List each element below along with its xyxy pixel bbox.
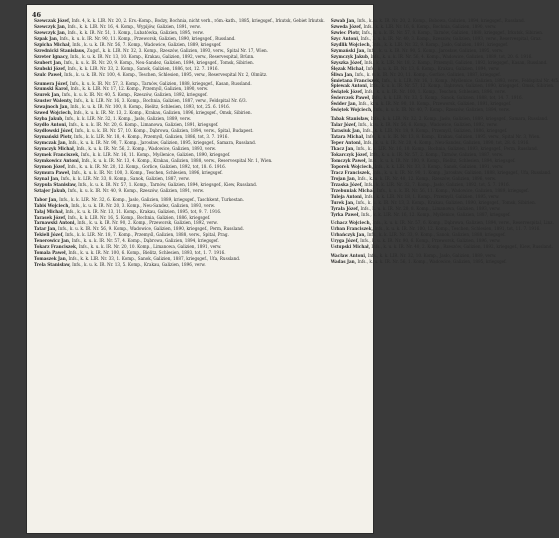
list-item	[34, 72, 325, 78]
entry-name: Szewczyk Jan,	[34, 29, 67, 35]
entry-name: Urbańczyk Jan,	[330, 232, 366, 238]
entry-details: Infs., k. u. k. IR. Nr. 90, 10. Komp., Przeworsk, Galizien, 1891, kriegsgef.	[358, 101, 512, 107]
entry-name: Szumera Józef,	[34, 80, 69, 86]
entry-details: Infs., k. k. LIR. Nr. 18, 4. Komp., Przemyśl, Galizien, 1886, tot, 3. 7. 1916.	[74, 134, 229, 140]
entry-details: Infs., k. k. LIR. Nr. 18, 1. Komp., Przemyśl, Galizien, 1895, verw.	[364, 193, 500, 199]
entry-details: Infs., k. k. IR. Nr. 51, 1. Komp., Lubatówka, Galizien, 1895, verw.	[67, 29, 204, 35]
list-item	[331, 107, 559, 113]
entry-name: Szreter Ignacy,	[34, 53, 69, 59]
entry-name: Szwiec Piotr,	[330, 29, 361, 35]
entry-details: Infs., k. k. LIR. Nr. 16, 11. Komp., Myślenice, Galizien, 1890, kriegsgef.	[80, 151, 231, 157]
entry-name: Szyba Jakub,	[34, 116, 64, 122]
entry-name: Szwajnoch Jan,	[34, 104, 69, 110]
entry-name: Tabak Stanisław,	[330, 116, 370, 122]
entry-details: Infs., k. u. k. IR. Nr. 56, 9. Komp., Wadowice, Galizien, 1890, kriegsgef., Perm, Russland.	[58, 226, 244, 232]
entry-name: Tyrała Józef,	[330, 205, 360, 211]
entry-details: Infs., k. k. LIR. Nr. 33, 2. Komp., Sanok, Galizien, 1886, tot, 12. 7. 1916.	[67, 65, 219, 71]
entry-name: Szyc Antoni,	[330, 35, 360, 41]
entry-details: Infs., k. u. k. IR. Nr. 20, 4. Komp., Neu-Sandez, Galizien, 1890, tot, 28. 6. 1916.	[363, 140, 530, 146]
entry-details: Infs., k. u. k. IR. Nr. 20, 9. Komp., Neu-Sandez, Galizien, 1894, kriegsgef., Tomsk, Sibirien.	[63, 59, 255, 65]
entry-name: Trojan Jan,	[330, 175, 357, 181]
entry-name: Szrednicki Stanislaus,	[34, 47, 86, 53]
entry-details: Infs., k. u. k. IR. Nr. 40, 12. Komp., Rzeszów, Galizien, 1896, verw.	[357, 175, 497, 181]
entry-details: Infs., k. u. k. IR. Nr. 100, 12. Komp., Teschen, Schlesien, 1891, tot, 11. 7. 1916.	[374, 226, 541, 232]
entry-name: Szweda Józef,	[330, 23, 363, 29]
entry-details: Infs., k. u. k. IR. Nr. 20, 10. Komp., Limanowa, Galizien, 1891, verw.	[78, 244, 222, 250]
entry-details: Infs., k. u. k. IR. Nr. 56, 6. Komp., Wadowice, Galizien, 1892, verw.	[358, 122, 498, 128]
entry-details: Infs., k. k. LIR. Nr. 32, 10. Komp., Jasło, Galizien, 1889, verw.	[367, 253, 497, 259]
entry-name: Trzaska Józef,	[330, 181, 363, 187]
entry-name: Szymek Franciszek,	[34, 151, 80, 157]
entry-details: Infs., k. u. k. IR. Nr. 57, 12. Komp., Dąbrowa, Galizien, 1890, kriegsgef., Omsk, Sibirien.	[369, 83, 555, 89]
entry-name: Świder Jan,	[330, 101, 358, 107]
entry-name: Uchacz Wojciech,	[330, 220, 372, 226]
entry-details: Infs., k. u. k. IR. Nr. 40, 9. Komp., Rzeszów, Galizien, 1891, verw.	[67, 187, 204, 193]
entry-details: Infs., k. u. k. IR. Nr. 56, 7. Komp., Wadowice, Galizien, 1889, kriegsgef.	[72, 41, 222, 47]
entry-name: Tenerowicz Jan,	[34, 238, 71, 244]
entry-name: Szubert Jan,	[34, 59, 63, 65]
left-column	[34, 18, 325, 526]
entry-details: Infs., k. u. k. IR. Nr. 90, 5. Komp., Jarosław, Galizien, 1895, verw.	[367, 47, 504, 53]
entry-name: Szydłowski Józef,	[34, 128, 74, 134]
entry-details: Infs., k. u. k. IR. Nr. 20, 11. Komp., Gorlice, Galizien, 1887, kriegsgef.	[354, 71, 501, 77]
entry-name: Tkacz Jan,	[330, 146, 355, 152]
entry-name: Tekieli Józef,	[34, 232, 64, 238]
entry-name: Szydło Antoni,	[34, 122, 68, 128]
entry-name: Toporek Wojciech,	[330, 163, 374, 169]
entry-name: Tomczyk Paweł,	[330, 157, 367, 163]
entry-details: Infs., k. u. k. IR. Nr. 100, 8. Komp., Bielitz, Schlesien, 1893, tot, 25. 6. 1916.	[70, 104, 231, 110]
entry-name: Szynal Jan,	[34, 175, 60, 181]
list-item	[34, 262, 325, 268]
entry-name: Szpak Jan,	[34, 35, 59, 41]
entry-name: Szewczak Józef,	[34, 18, 71, 23]
entry-details: Infs., k. u. k. IR. Nr. 100, 3. Komp., Teschen, Schlesien, 1896, kriegsgef.	[71, 169, 223, 175]
entry-name: Tokarz Franciszek,	[34, 244, 78, 250]
entry-name: Śmietana Franciszek,	[330, 77, 381, 83]
entry-details: Infs., k. u. k. IR. Nr. 57, 2. Komp., Tarnów, Galizien, 1887, verw.	[369, 151, 504, 157]
entry-name: Sztajer Jakub,	[34, 187, 67, 193]
entry-name: Szuster Walenty,	[34, 98, 73, 104]
entry-details: Infs., k. u. k. IR. Nr. 13, 5. Komp., Krakau, Galizien, 1896, verw.	[72, 262, 206, 268]
entry-name: Szymański Piotr,	[34, 134, 73, 140]
entry-details: Infs., k. u. k. IR. Nr. 100, 9. Komp., Bielitz, Schlesien, 1894, kriegsgef.	[368, 157, 516, 163]
list-item	[331, 212, 559, 218]
entry-name: Talar Józef,	[330, 122, 357, 128]
entry-details: Infs., k. k. LIR. Nr. 16, 1. Komp., Myślenice, Galizien, 1893, verw., Feldspital Nr. 4/5.	[381, 77, 559, 83]
entry-details: Infs., k. u. k. IR. Nr. 20, 2. Komp., Bobowa, Galizien, 1894, kriegsgef., Russland.	[357, 18, 525, 23]
entry-details: Infs., k. u. k. IR. Nr. 57, 8. Komp., Tarnów, Galizien, 1888, kriegsgef., Irkutsk, Sibirien.	[361, 29, 544, 35]
entry-name: Ustupski Michał,	[330, 244, 371, 250]
entry-details: Infs., k. u. k. IR. Nr. 20, 3. Komp., Neu-Sandez, Galizien, 1893, verw.	[71, 202, 216, 208]
entry-name: Tracz Franciszek,	[330, 169, 372, 175]
entry-name: Turek Jan,	[330, 199, 355, 205]
entry-name: Szumski Karol,	[34, 86, 70, 92]
entry-name: Szymczyk Michał,	[34, 146, 76, 152]
entry-details: Infs., k. u. k. IR. Nr. 40, 2. Komp., Rzeszów, Galizien, 1892, kriegsgef., Kiew, Russland.	[371, 244, 553, 250]
entry-name: Szymczak Jan,	[34, 140, 68, 146]
entry-details: Infs., k. k. LIR. Nr. 32, 1. Komp., Jasło, Galizien, 1889, verw.	[64, 116, 191, 122]
entry-name: Tokarczyk Józef,	[330, 151, 369, 157]
entry-details: Infs. 4, k. k. LIR. Nr. 20, 2. Ers.-Komp., Bodzy, Bochnia, nicht verh., röm.-kath., 1885, kriegsgef., Irkutsk, Gebiet Irkutsk.	[71, 18, 325, 23]
entry-details: Infs., k. k. LIR. Nr. 32, 7. Komp., Jasło, Galizien, 1892, tot, 5. 7. 1916.	[364, 181, 510, 187]
entry-name: Uryga Józef,	[330, 238, 359, 244]
entry-name: Tarasiuk Jan,	[330, 128, 362, 134]
entry-name: Szymkowicz Antoni,	[34, 157, 81, 163]
entry-name: Trela Stanisław,	[34, 262, 71, 268]
entry-details: Infs., k. k. LIR. Nr. 32, 9. Komp., Jasło, Galizien, 1891, kriegsgef.	[372, 41, 509, 47]
entry-details: Infs., k. u. k. IR. Nr. 56, 4. Komp., Wadowice, Galizien, 1889, tot, 20. 6. 1916.	[370, 53, 533, 59]
entry-details: Infs., k. u. k. IR. Nr. 57, 10. Komp., Dąbrowa, Galizien, 1894, verw., Spital, Budapest.	[74, 128, 254, 134]
entry-name: Śliwa Jan,	[330, 71, 354, 77]
entry-details: Infs., k. u. k. IR. Nr. 13, 6. Komp., Krakau, Galizien, 1894, verw.	[365, 65, 500, 71]
entry-name: Szypuła Stanisław,	[34, 181, 77, 187]
entry-name: Ślęzak Michał,	[330, 65, 365, 71]
list-item	[331, 244, 559, 250]
entry-name: Szewczyk Jan,	[34, 23, 67, 29]
columns	[34, 18, 559, 526]
entry-details: Infs., k. k. LIR. Nr. 33, 5. Komp., Sanok, Galizien, 1888, tot, 14. 7. 1916.	[371, 95, 523, 101]
entry-name: Szymański Jan,	[330, 47, 366, 53]
entry-name: Szulc Paweł,	[34, 71, 63, 77]
right-column	[331, 18, 559, 526]
entry-details: Infs., k. u. k. IR. Nr. 90, 7. Komp., Jarosław, Galizien, 1895, kriegsgef., Samara, Russland.	[68, 140, 257, 146]
entry-details: Infs., k. u. k. IR. Nr. 13, 3. Komp., Krakau, Galizien, 1890, kriegsgef., Tomsk, Sibirien.	[355, 199, 536, 205]
entry-name: Szubski Józef,	[34, 65, 67, 71]
entry-details: Infs., k. u. k. IR. Nr. 100, 4. Komp., Teschen, Schlesien, 1895, verw., Reservespital Nr. 2, Olmütz.	[64, 71, 268, 77]
entry-details: Infs., k. u. k. IR. Nr. 13, 8. Komp., Krakau, Galizien, 1895, verw., Spital Nr. 3, Wien.	[365, 134, 541, 140]
entry-details: Infs., k. u. k. IR. Nr. 20, 8. Komp., Limanowa, Galizien, 1893, verw.	[360, 205, 501, 211]
entry-details: Infs., k. u. k. IR. Nr. 13, 2. Komp., Krakau, Galizien, 1896, kriegsgef., Omsk, Sibirien.	[73, 110, 252, 116]
entry-name: Wadas Jan,	[330, 259, 357, 265]
entry-details: Infs., k. u. k. IR. Nr. 100, 6. Komp., Bielitz, Schlesien, 1893, tot, 1. 7. 1916.	[68, 250, 226, 256]
entry-details: Infs., k. u. k. IR. Nr. 90, 6. Komp., Przeworsk, Galizien, 1896, verw.	[360, 238, 501, 244]
entry-details: Infs., k. u. k. IR. Nr. 100, 1. Komp., Teschen, Schlesien, 1896, verw.	[364, 89, 506, 95]
entry-name: Wacław Antoni,	[330, 253, 367, 259]
entry-details: Infs., k. u. k. IR. Nr. 20, 6. Komp., Limanowa, Galizien, 1891, kriegsgef.	[68, 122, 219, 128]
list-item	[34, 188, 325, 194]
entry-details: Infs., k. u. k. IR. Nr. 13, 11. Komp., Krakau, Galizien, 1895, tot, 9. 7. 1916.	[65, 208, 222, 214]
entry-details: Infs., k. k. LIR. Nr. 16, 12. Komp., Myślenice, Galizien, 1887, kriegsgef.	[361, 211, 511, 217]
entry-name: Tabor Jan,	[34, 196, 58, 202]
entry-details: Infs., k. k. LIR. Nr. 32, 6. Komp., Jasło, Galizien, 1889, kriegsgef., Taschkent, Turkestan.	[59, 196, 244, 202]
entry-details: Infs., k. u. k. IR. Nr. 57, 1. Komp., Tarnów, Galizien, 1894, kriegsgef., Kiew, Russland.	[78, 181, 258, 187]
entry-details: Infs., k. k. LIR. Nr. 18, 7. Komp., Przemyśl, Galizien, 1888, verw., Spital, Prag.	[65, 232, 229, 238]
entry-details: Infs., k. u. k. IR. Nr. 57, 3. Komp., Tarnów, Galizien, 1888, kriegsgef., Kasan, Russland.	[69, 80, 252, 86]
entry-name: Tomaszek Jan,	[34, 256, 68, 262]
entry-details: Infs., k. u. k. IR. Nr. 56, 11. Komp., Wadowice, Galizien, 1889, kriegsgef.	[376, 187, 529, 193]
entry-details: Infs., k. u. k. IR. Nr. 13, 4. Komp., Krakau, Galizien, 1888, verw., Reservespital Nr. 1, Wien.	[81, 157, 273, 163]
entry-name: Tarnawski Antoni,	[34, 220, 76, 226]
list-item	[331, 259, 559, 265]
entry-name: Tyrka Paweł,	[330, 211, 360, 217]
entry-details: Infs., k. u. k. IR. Nr. 56, 2. Komp., Wadowice, Galizien, 1893, verw.	[76, 146, 217, 152]
entry-details: Zugsf., k. k. LIR. Nr. 32, 3. Komp., Rzeszów, Galizien, 1893, verw., Spital Nr. 17, Wien.	[86, 47, 268, 53]
entry-details: Infs., k. k. LIR. Nr. 32, 2. Komp., Jasło, Galizien, 1889, kriegsgef., Samara, Russland.	[370, 116, 549, 122]
entry-name: Szwab Jan,	[330, 18, 356, 23]
entry-name: Tarasek Józef,	[34, 214, 67, 220]
entry-details: Infs., k. u. k. IR. Nr. 90, 1. Komp., Jarosław, Galizien, 1888, kriegsgef., Ufa, Russland.	[372, 169, 552, 175]
entry-name: Świątek Józef,	[330, 89, 364, 95]
entry-details: Infs., k. k. LIR. Nr. 16, 4. Komp., Wypijów, Galizien, 1891, verw.	[67, 23, 201, 29]
entry-details: Infs., k. k. LIR. Nr. 33, 8. Komp., Sanok, Galizien, 1887, verw.	[60, 175, 190, 181]
entry-name: Szurek Jan,	[34, 92, 61, 98]
entry-details: Infs., k. u. k. IR. Nr. 57, 4. Komp., Dąbrowa, Galizien, 1894, kriegsgef.	[71, 238, 219, 244]
entry-name: Tatar Jan,	[34, 226, 57, 232]
entry-name: Szymura Paweł,	[34, 169, 71, 175]
entry-name: Tabiś Wojciech,	[34, 202, 70, 208]
entry-details: Infs., k. k. LIR. Nr. 33, 3. Komp., Sanok, Galizien, 1891, verw.	[374, 163, 504, 169]
entry-name: Szymczyk Jakub,	[330, 53, 370, 59]
entry-name: Świętek Wojciech,	[330, 107, 373, 113]
entry-details: Infs., k. u. k. IR. Nr. 40, 5. Komp., Rzeszów, Galizien, 1892, kriegsgef.	[61, 92, 208, 98]
entry-details: Infs., k. k. LIR. Nr. 18, 2. Komp., Przemyśl, Galizien, 1892, kriegsgef., Kasan, Russland.	[364, 59, 548, 65]
entry-name: Tomala Paweł,	[34, 250, 68, 256]
entry-details: Infs., k. k. LIR. Nr. 16, 6. Komp., Bochnia, Galizien, 1890, verw.	[363, 23, 497, 29]
entry-name: Szpicha Michał,	[34, 41, 71, 47]
entry-details: Infs., k. k. LIR. Nr. 16, 10. Komp., Bochnia, Galizien, 1893, kriegsgef., Perm, Russland.	[356, 146, 538, 152]
document-page	[26, 4, 559, 534]
entry-name: Świerczek Paweł,	[330, 95, 371, 101]
entry-name: Tuleja Antoni,	[330, 193, 364, 199]
entry-details: Infs., k. u. k. IR. Nr. 90, 11. Komp., Przeworsk, Galizien, 1890, kriegsgef., Russland.	[59, 35, 236, 41]
entry-name: Teper Antoni,	[330, 140, 363, 146]
entry-details: Infs., k. k. LIR. Nr. 18, 9. Komp., Przemyśl, Galizien, 1886, kriegsgef.	[362, 128, 508, 134]
entry-details: Infs., k. k. LIR. Nr. 16, 5. Komp., Bochnia, Galizien, 1886, kriegsgef.	[67, 214, 211, 220]
entry-details: Infs., k. k. LIR. Nr. 17, 12. Komp., Przemyśl, Galizien, 1890, verw.	[70, 86, 209, 92]
entry-name: Trzebuniak Michał,	[330, 187, 376, 193]
entry-name: Śpiewak Antoni,	[330, 83, 369, 89]
entry-name: Szyszka Józef,	[330, 59, 363, 65]
entry-details: Infs., k. u. k. IR. Nr. 57, 6. Komp., Dąbrowa, Galizien, 1894, verw., Reservespital, Linz.	[372, 220, 554, 226]
entry-name: Tatara Michał,	[330, 134, 365, 140]
entry-details: Infs., k. k. LIR. Nr. 33, 1. Komp., Sanok, Galizien, 1887, kriegsgef., Ufa, Russland.	[68, 256, 241, 262]
entry-name: Urban Franciszek,	[330, 226, 373, 232]
page-number: 46	[32, 11, 42, 19]
entry-details: Infs., k. u. k. IR. Nr. 20, 12. Komp., Gorlice, Galizien, 1892, tot, 18. 6. 1916.	[67, 163, 227, 169]
entry-name: Szwed Wojciech,	[34, 110, 73, 116]
entry-name: Szymon Józef,	[34, 163, 67, 169]
entry-details: Infs., k. u. k. IR. Nr. 40, 7. Komp., Rzeszów, Galizien, 1894, verw.	[373, 107, 510, 113]
entry-details: Infs., k. u. k. IR. Nr. 90, 2. Komp., Przeworsk, Galizien, 1892, verw.	[77, 220, 218, 226]
entry-name: Tałaj Michał,	[34, 208, 64, 214]
entry-details: Infs., k. u. k. IR. Nr. 40, 3. Komp., Rzeszów, Galizien, 1893, verw., Reservespital, Graz.	[360, 35, 542, 41]
entry-details: Infs., k. k. LIR. Nr. 33, 9. Komp., Sanok, Galizien, 1888, kriegsgef.	[367, 232, 506, 238]
entry-details: Infs., k. u. k. IR. Nr. 13, 10. Komp., Krakau, Galizien, 1892, verw., Reservespital, Brünn.	[70, 53, 255, 59]
entry-name: Szydlik Wojciech,	[330, 41, 372, 47]
entry-details: Infs., k. u. k. IR. Nr. 56, 1. Komp., Wadowice, Galizien, 1895, kriegsgef.	[357, 259, 507, 265]
entry-details: Infs., k. k. LIR. Nr. 16, 3. Komp., Bochnia, Galizien, 1887, verw., Feldspital Nr. 6/3.	[73, 98, 247, 104]
